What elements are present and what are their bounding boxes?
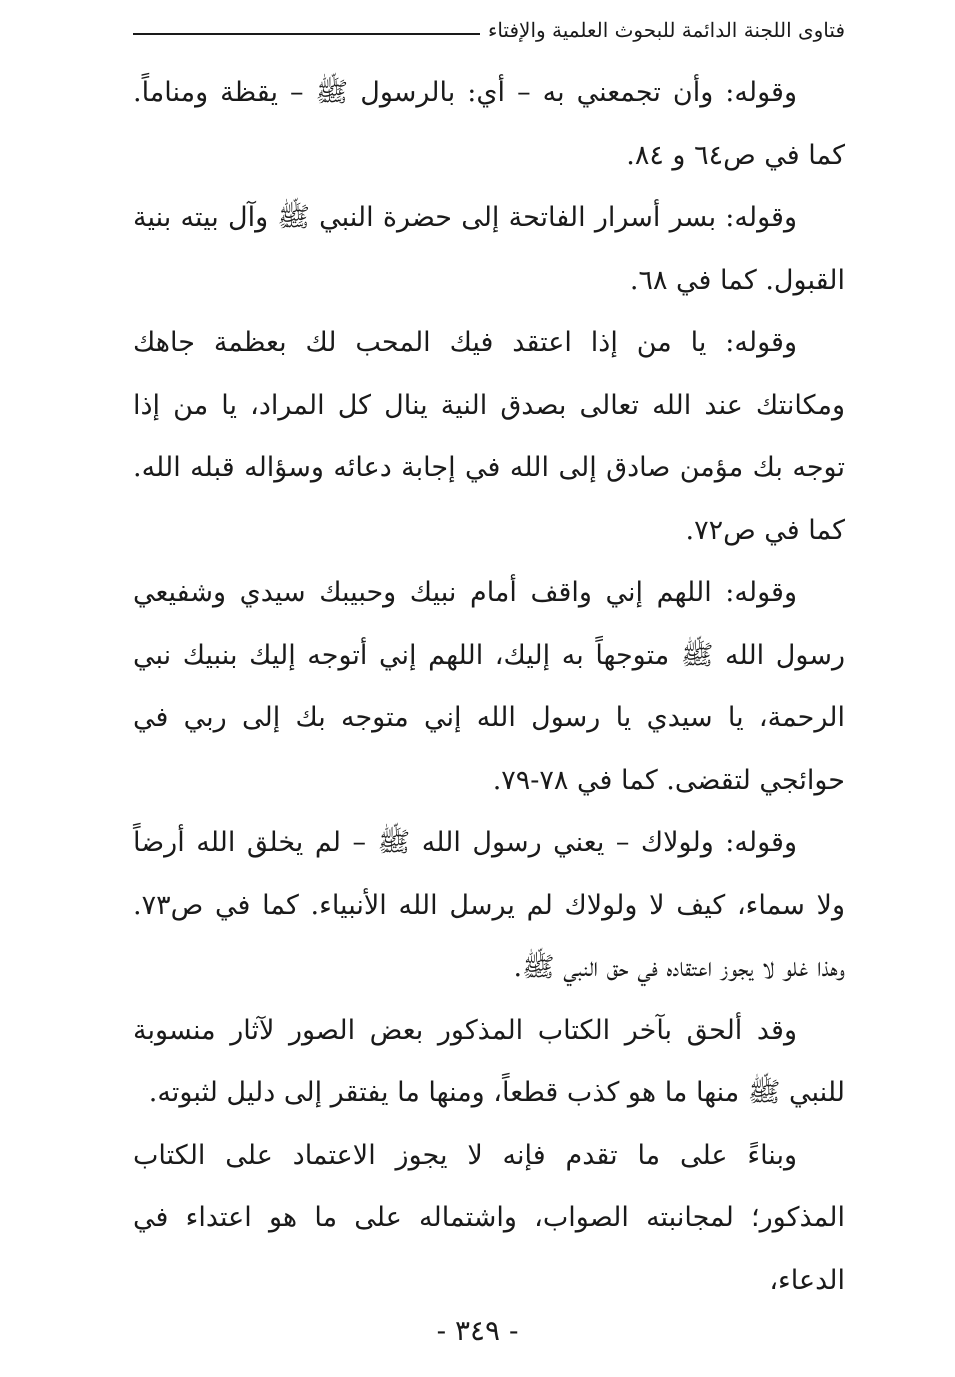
book-title: فتاوى اللجنة الدائمة للبحوث العلمية والإفتاء [487,18,845,42]
paragraph-5: وقوله: ولولاك – يعني رسول الله ﷺ – لم يخلق الله أرضاً ولا سماء، كيف لا ولولاك لم يرسل الله الأنبياء. كما في ص٧٣. وهذا غلو لا يجوز اعتقاده في حق النبي ﷺ. [133,827,845,983]
paragraph-3: وقوله: يا من إذا اعتقد فيك المحب لك بعظمة جاهك ومكانتك عند الله تعالى بصدق النية ينال كل المراد، يا من إذا توجه بك مؤمن صادق إلى الله في إجابة دعائه وسؤاله قبله الله. كما في ص٧٢. [133,327,845,546]
body-text [133,62,845,1312]
running-header [133,14,845,46]
paragraph-4: وقوله: اللهم إني واقف أمام نبيك وحبيبك سيدي وشفيعي رسول الله ﷺ متوجهاً به إليك، اللهم إني أتوجه إليك بنبيك نبي الرحمة، يا سيدي يا رسول الله إني متوجه بك إلى ربي في حوائجي لتقضى. كما في ٧٨-٧٩. [133,577,845,796]
paragraph-7: وبناءً على ما تقدم فإنه لا يجوز الاعتماد على الكتاب المذكور؛ لمجانبته الصواب، واشتماله على ما هو اعتداء في الدعاء، [133,1139,845,1296]
header-rule [133,33,480,35]
page-number: - ٣٤٩ - [436,1314,519,1347]
paragraph-1: وقوله: وأن تجمعني به – أي: بالرسول ﷺ – يقظة ومناماً. كما في ص٦٤ و ٨٤. [133,77,845,171]
paragraph-6: وقد ألحق بآخر الكتاب المذكور بعض الصور لآثار منسوبة للنبي ﷺ منها ما هو كذب قطعاً، ومنها ما يفتقر إلى دليل لثبوته. [133,1014,845,1108]
paragraph-2: وقوله: بسر أسرار الفاتحة إلى حضرة النبي ﷺ وآل بيته بنية القبول. كما في ٦٨. [133,202,845,296]
